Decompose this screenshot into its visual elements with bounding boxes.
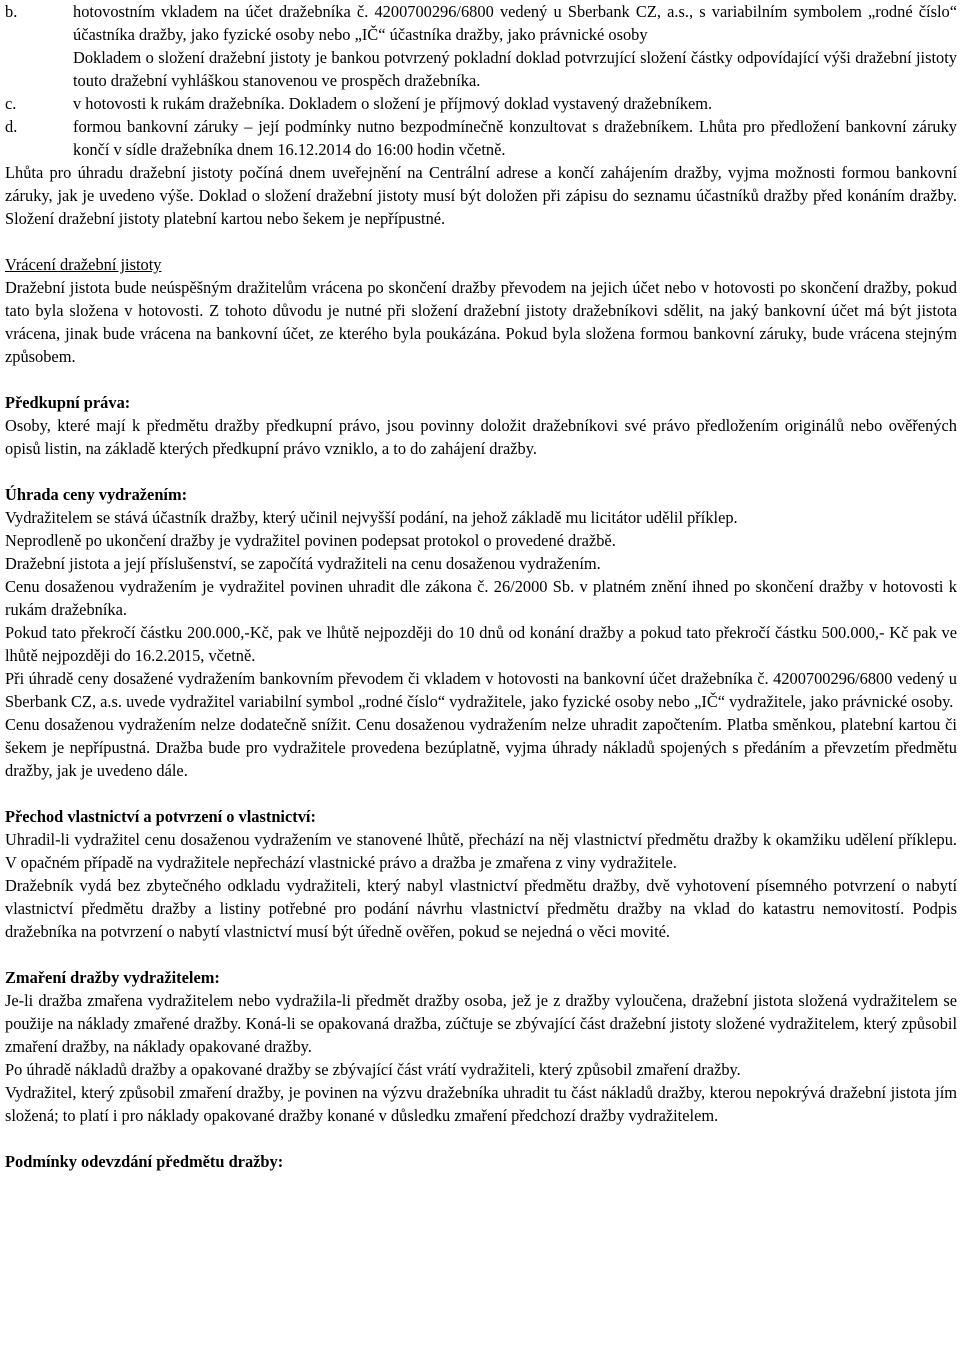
paragraph: Je-li dražba zmařena vydražitelem nebo vydražila-li předmět dražby osoba, jež je z dražby vyloučena, dražební jistota složená vydražitelem se použije na náklady zmařené dražby. Koná-li se opakovaná dražba, zúčtuje se zbývající část dražební jistoty složené vydražitelem, který způsobil zmaření dražby, na náklady opakované dražby. (5, 991, 957, 1056)
list-item-b (5, 0, 957, 92)
paragraph: Pokud tato překročí částku 200.000,-Kč, pak ve lhůtě nejpozději do 10 dnů od konání dražby a pokud tato překročí částku 500.000,- Kč pak ve lhůtě nejpozději do 16.2.2015, včetně. (5, 623, 957, 665)
paragraph: Lhůta pro úhradu dražební jistoty počíná dnem uveřejnění na Centrální adrese a končí zahájením dražby, vyjma možnosti formou bankovní záruky, jak je uvedeno výše. Doklad o složení dražební jistoty musí být doložen při zápisu do seznamu účastníků dražby před konáním dražby. Složení dražební jistoty platební kartou nebo šekem je nepřípustné. (5, 163, 957, 228)
paragraph: Dražební jistota bude neúspěšným dražitelům vrácena po skončení dražby převodem na jejich účet nebo v hotovosti po skončení dražby, pokud tato byla složena v hotovosti. Z tohoto důvodu je nutné při složení dražební jistoty dražebníkovi sdělit, na jaký bankovní účet má být jistota vrácena, jinak bude vrácena na bankovní účet, ze kterého byla poukázána. Pokud byla složena formou bankovní záruky, bude vrácena stejným způsobem. (5, 278, 957, 366)
paragraph: Dražebník vydá bez zbytečného odkladu vydražiteli, který nabyl vlastnictví předmětu dražby, dvě vyhotovení písemného potvrzení o nabytí vlastnictví předmětu dražby a listiny potřebné pro podání návrhu vlastnictví předmětu dražby na vklad do katastru nemovitostí. Podpis dražebníka na potvrzení o nabytí vlastnictví musí být úředně ověřen, pokud se nejedná o věci movité. (5, 876, 957, 941)
section-zmareni-drazby (5, 966, 957, 1127)
paragraph: Uhradil-li vydražitel cenu dosaženou vydražením ve stanovené lhůtě, přechází na něj vlastnictví předmětu dražby k okamžiku udělení příklepu. V opačném případě na vydražitele nepřechází vlastnické právo a dražba je zmařena z viny vydražitele. (5, 830, 957, 872)
paragraph: Vydražitel, který způsobil zmaření dražby, je povinen na výzvu dražebníka uhradit tu část nákladů dražby, kterou nepokrývá dražební jistota jím složená; to platí i pro náklady opakované dražby konané v důsledku zmaření předchozí dražby vydražitelem. (5, 1083, 957, 1125)
list-item-text: hotovostním vkladem na účet dražebníka č. 4200700296/6800 vedený u Sberbank CZ, a.s., s variabilním symbolem „rodné číslo“ účastníka dražby, jako fyzické osoby nebo „IČ“ účastníka dražby, jako právnické osoby (73, 2, 957, 44)
paragraph: Při úhradě ceny dosažené vydražením bankovním převodem či vkladem v hotovosti na bankovní účet dražebníka č. 4200700296/6800 vedený u Sberbank CZ, a.s. uvede vydražitel variabilní symbol „rodné číslo“ vydražitele, jako fyzické osoby nebo „IČ“ vydražitele, jako právnické osoby. (5, 669, 957, 711)
section-heading: Zmaření dražby vydražitelem: (5, 968, 220, 987)
section-heading: Podmínky odevzdání předmětu dražby: (5, 1152, 284, 1171)
list-item-c (5, 92, 957, 115)
list-marker: c. (5, 94, 17, 113)
list-marker: d. (5, 117, 18, 136)
paragraph: Osoby, které mají k předmětu dražby předkupní právo, jsou povinny doložit dražebníkovi své právo předložením originálů nebo ověřených opisů listin, na základě kterých předkupní právo vzniklo, a to do zahájení dražby. (5, 416, 957, 458)
section-predkupni-prava (5, 391, 957, 460)
paragraph: Po úhradě nákladů dražby a opakované dražby se zbývající část vrátí vydražiteli, který způsobil zmaření dražby. (5, 1060, 741, 1079)
paragraph: Vydražitelem se stává účastník dražby, který učinil nejvyšší podání, na jehož základě mu licitátor udělil příklep. (5, 508, 738, 527)
list-item-text: v hotovosti k rukám dražebníka. Dokladem o složení je příjmový doklad vystavený dražebníkem. (73, 94, 713, 113)
section-heading: Úhrada ceny vydražením: (5, 485, 188, 504)
section-heading: Vrácení dražební jistoty (5, 255, 162, 274)
list-item-text: formou bankovní záruky – její podmínky nutno bezpodmínečně konzultovat s dražebníkem. Lhůta pro předložení bankovní záruky končí v sídle dražebníka dnem 16.12.2014 do 16:00 hodin včetně. (73, 117, 957, 159)
section-prechod-vlastnictvi (5, 805, 957, 943)
list-item-d (5, 115, 957, 161)
section-heading: Předkupní práva: (5, 393, 131, 412)
section-podminky-odevzdani (5, 1150, 957, 1173)
document-page (5, 0, 957, 1173)
section-heading: Přechod vlastnictví a potvrzení o vlastnictví: (5, 807, 316, 826)
list-marker: b. (5, 2, 18, 21)
section-vraceni-jistoty (5, 253, 957, 368)
paragraph: Cenu dosaženou vydražením je vydražitel povinen uhradit dle zákona č. 26/2000 Sb. v platném znění ihned po skončení dražby v hotovosti k rukám dražebníka. (5, 577, 957, 619)
paragraph: Dražební jistota a její příslušenství, se započítá vydražiteli na cenu dosaženou vydražením. (5, 554, 601, 573)
list-item-text: Dokladem o složení dražební jistoty je bankou potvrzený pokladní doklad potvrzující složení částky odpovídající výši dražební jistoty touto dražební vyhláškou stanovenou ve prospěch dražebníka. (73, 48, 957, 90)
section-uhrada-ceny (5, 483, 957, 782)
paragraph: Cenu dosaženou vydražením nelze dodatečně snížit. Cenu dosaženou vydražením nelze uhradit započtením. Platba směnkou, platební kartou či šekem je nepřípustná. Dražba bude pro vydražitele provedena bezúplatně, vyjma úhrady nákladů spojených s předáním a převzetím předmětu dražby, jak je uvedeno dále. (5, 715, 957, 780)
paragraph: Neprodleně po ukončení dražby je vydražitel povinen podepsat protokol o provedené dražbě. (5, 531, 616, 550)
